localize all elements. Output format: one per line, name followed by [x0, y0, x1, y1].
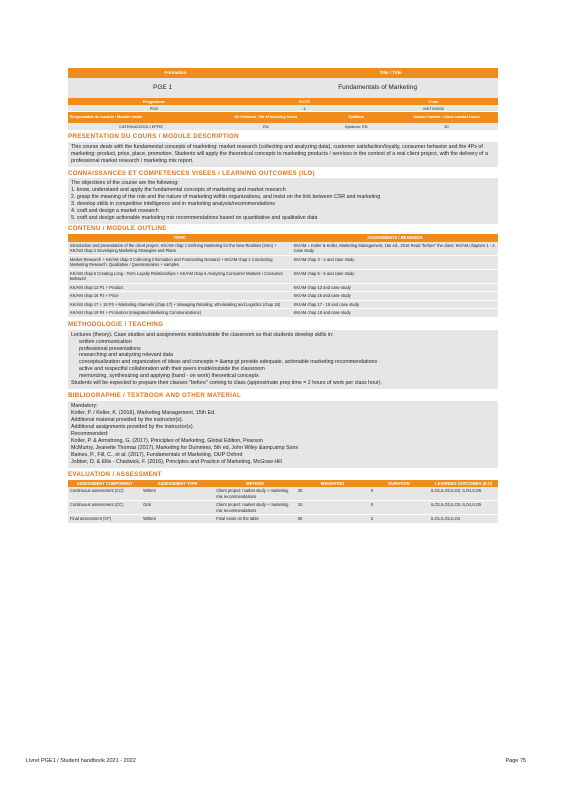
table-row	[68, 242, 498, 256]
table-row	[68, 269, 498, 283]
eval-method-header: METHOD	[214, 480, 296, 488]
outline-topic: KK/AM chap 16 P2 + Price	[68, 292, 292, 301]
outline-topic-header: TOPIC	[68, 234, 292, 242]
outline-topic: KK/AM chap 19 P4 + Promotion (Integrated Marketing Communications)	[68, 309, 292, 318]
eval-component-header: ASSESSMENT COMPONENT	[68, 480, 141, 488]
eval-type: Oral	[141, 501, 214, 515]
bibliography-line: McMurtry, Jeanette Thomas (2017), Marketing for Dummies, 5th ed, John Wiley &amp;amp Sons	[71, 445, 299, 452]
title-label: Title / Title	[379, 70, 402, 76]
outline-topic: Introduction and presentation of the client project. KK/AM chap 1 Defining Marketing for the New Realities (intro) + KK/AM chap 2 Developing Marketing Strategies and Plans	[68, 242, 292, 256]
methodology-line: written communication	[79, 338, 132, 345]
table-row	[68, 501, 498, 515]
course-sheet	[68, 68, 498, 524]
methodology-line: active and respectful collaboration with their peers inside/outside the classroom	[79, 366, 265, 373]
eval-duration: 0	[369, 487, 429, 501]
outline-topic: KK/AM chap 13 P1 + Product	[68, 283, 292, 292]
outline-reading: KK/AM = Kotler & Keller, Marketing Management, 15e ed., 2016 Read "before" the class: KK/AM chapters 1 - 2. Case study	[292, 242, 498, 256]
table-row	[68, 309, 498, 318]
eval-weighting: 10	[296, 501, 369, 515]
eval-ilo: ILO1,ILO2,ILO4	[429, 515, 498, 524]
programme-label: Programme	[142, 99, 166, 104]
methodology-box	[68, 330, 498, 390]
outline-table	[68, 234, 498, 318]
presentation-box	[68, 142, 498, 167]
evaluation-table	[68, 480, 498, 524]
outcomes-title: CONNAISSANCES ET COMPETENCES VISEES / LEARNING OUTCOMES (ILO)	[68, 169, 315, 177]
outcome-line: 4. craft and design a market research	[71, 208, 159, 215]
methodology-title: METHODOLOGIE / TEACHING	[68, 320, 164, 328]
page-footer	[26, 758, 526, 765]
ects-value: 4	[303, 105, 306, 111]
bibliography-title: BIBLIOGRAPHIE / TEXTBOOK AND OTHER MATERIAL	[68, 392, 242, 400]
methodology-line: professional presentations	[79, 345, 141, 352]
code-label: Code	[428, 99, 439, 104]
bibliography-line: Additional assignments provided by the instructor(s).	[71, 424, 195, 431]
footer-handbook-label: Livret PGE1 / Student handbook 2021 - 2022	[26, 758, 136, 764]
methodology-line: conceptualization and organization of ideas and concepts = &amp;gt provide adequate, actionable marketing recommendations	[79, 359, 378, 366]
table-row	[68, 292, 498, 301]
header-row-formation	[68, 68, 498, 78]
outcome-line: The objectives of the course are the following:	[71, 180, 179, 187]
presentation-title: PRESENTATION DU COURS / MODULE DESCRIPTION	[68, 133, 239, 140]
bibliography-line: Additional material provided by the instructor(s).	[71, 417, 184, 424]
table-row	[68, 487, 498, 501]
outline-header-row	[68, 234, 498, 242]
leader-value: CATEHIAZZOGLI EFFIE	[119, 124, 164, 129]
eval-duration-header: DURATION	[369, 480, 429, 488]
bibliography-line: Mandatory:	[71, 403, 98, 410]
methodology-line: Lectures (theory). Case studies and assignments inside/outside the classroom so that students develop skills in:	[71, 331, 334, 338]
programme-value: PGE	[149, 105, 159, 111]
methodology-line: memorizing, synthesizing and applying (hand - on work) theoretical concepts	[79, 373, 259, 380]
bibliography-line: Jobber, D. & Ellis - Chadwick, F. (2016), Principles and Practice of Marketing, McGraw Hill	[71, 459, 282, 466]
code-value: MKTG0006	[423, 105, 444, 111]
eval-weighting-header: WEIGHTING	[296, 480, 369, 488]
outcomes-box	[68, 178, 498, 224]
eval-duration: 0	[369, 501, 429, 515]
eval-method: Client project: market study + marketing mix recommendations	[214, 501, 296, 515]
bibliography-line: Baines, P., Fill, C., et al. (2017), Fundamentals of Marketing, OUP Oxford	[71, 452, 243, 459]
outline-reading: KK/AM chap 16 and case study	[292, 292, 498, 301]
eval-method: Client project: market study + marketing mix recommendations	[214, 487, 296, 501]
outcome-line: 5. craft and design actionable marketing mix recommendations based on quantitative and qualitative data	[71, 215, 318, 222]
programme-short: PGE 1	[153, 83, 173, 91]
syllabus-label: Syllabus	[348, 115, 364, 120]
outcome-line: 3. develop skills in competitive intelligence and in marketing analysis/recommendations	[71, 201, 276, 208]
evaluation-title: EVALUATION / ASSESSMENT	[68, 471, 162, 479]
eval-weighting: 30	[296, 487, 369, 501]
outline-reading: KK/AM chap 13 and case study	[292, 283, 498, 292]
eval-component: Continuous assessment (CC)	[68, 501, 141, 515]
course-title: Fundamentals of Marketing	[338, 83, 417, 91]
header-row-values	[68, 105, 498, 112]
eval-type-header: ASSESSMENT TYPE	[141, 480, 214, 488]
formation-label: Formation	[164, 70, 187, 76]
header-row-leader-labels	[68, 112, 498, 123]
eval-type: Written	[141, 487, 214, 501]
footer-page-number: Page 75	[505, 758, 526, 764]
outline-topic: Market Research + KK/AM chap 3 Collecting Information and Forecasting Demand + KK/AM chap 4 Conducting Marketing Research. Qualitative / Questionnaires + samples	[68, 255, 292, 269]
evaluation-header-row	[68, 480, 498, 488]
bibliography-line: Kotler, P. / Keller, K. (2016), Marketing Management, 15th Ed.	[71, 410, 216, 417]
bibliography-box	[68, 401, 498, 468]
outline-topic: KK/AM chap 5 Creating Long - Term Loyalty Relationships + KK/AM chap 6 Analyzing Consumer Markets / Consumer Behavior	[68, 269, 292, 283]
eval-component: Final assessment (CF)	[68, 515, 141, 524]
en-value: EN	[263, 124, 269, 129]
outline-topic: KK/AM chap 17 + 18 P3 + Marketing channels (chap 17) + Managing Retailing, Wholesaling and Logistics (chap 18)	[68, 300, 292, 309]
table-row	[68, 300, 498, 309]
hours-label: Nb d'heures / Nb of teaching hours	[234, 115, 298, 120]
outline-reading: KK/AM chap 17 - 18 and case study	[292, 300, 498, 309]
header-row-course	[68, 78, 498, 98]
eval-method: Final exam on the table	[214, 515, 296, 524]
eval-type: Written	[141, 515, 214, 524]
outline-reading: KK/AM chap 3 - 4 and case study	[292, 255, 498, 269]
bibliography-line: Recommended:	[71, 431, 109, 438]
methodology-line: researching and analyzing relevant data	[79, 352, 173, 359]
methodology-line: Students will be expected to prepare their classes "before" coming to class (approximate prep time = 2 hours of work per class hour).	[71, 380, 382, 387]
outline-title: CONTENU / MODULE OUTLINE	[68, 225, 167, 233]
outline-reading: KK/AM chap 19 and case study	[292, 309, 498, 318]
eval-component: Continuous assessment (CC)	[68, 487, 141, 501]
eval-duration: 2	[369, 515, 429, 524]
table-row	[68, 255, 498, 269]
volume-label: Volume horaire / Class contact hours	[412, 115, 480, 120]
responsable-label: Responsable du module / Module leader	[70, 115, 143, 120]
bibliography-line: Kotler, P. & Armstrong, G. (2017), Principles of Marketing, Global Edition, Pearson	[71, 438, 263, 445]
table-row	[68, 283, 498, 292]
outcome-line: 1. know, understand and apply the fundamental concepts of marketing and market research	[71, 187, 286, 194]
eval-weighting: 60	[296, 515, 369, 524]
outcome-line: 2. grasp the meaning of the role and the nature of marketing within organizations, and insist on the link between CSR and marketing	[71, 194, 381, 201]
syllabus-value: Syllabus: EN	[344, 124, 368, 129]
table-row	[68, 515, 498, 524]
eval-ilo-header: LEARNING OUTCOMES (ILO)	[429, 480, 498, 488]
eval-ilo: ILO1,ILO2,ILO3, ILO4,ILO5	[429, 501, 498, 515]
ects-label: ECTS	[299, 99, 310, 104]
presentation-text: This course deals with the fundamental concepts of marketing: market research (collecting and analyzing data), customer satisfaction/loyalty, consumer behavior and the 4Ps of marketing: product, price, place, promotion. Students will apply the theoretical concepts to marketing products / services in the context of a real client project, with the delivery of a professional market research / marketing mix report.	[71, 143, 488, 164]
volume-value: 30	[444, 124, 449, 129]
outline-reading: KK/AM chap 5 - 6 and case study	[292, 269, 498, 283]
header-row-leader-values	[68, 123, 498, 130]
eval-ilo: ILO1,ILO2,ILO3, ILO4,ILO5	[429, 487, 498, 501]
outline-readings-header: ASSIGNMENTS / READINGS	[292, 234, 498, 242]
